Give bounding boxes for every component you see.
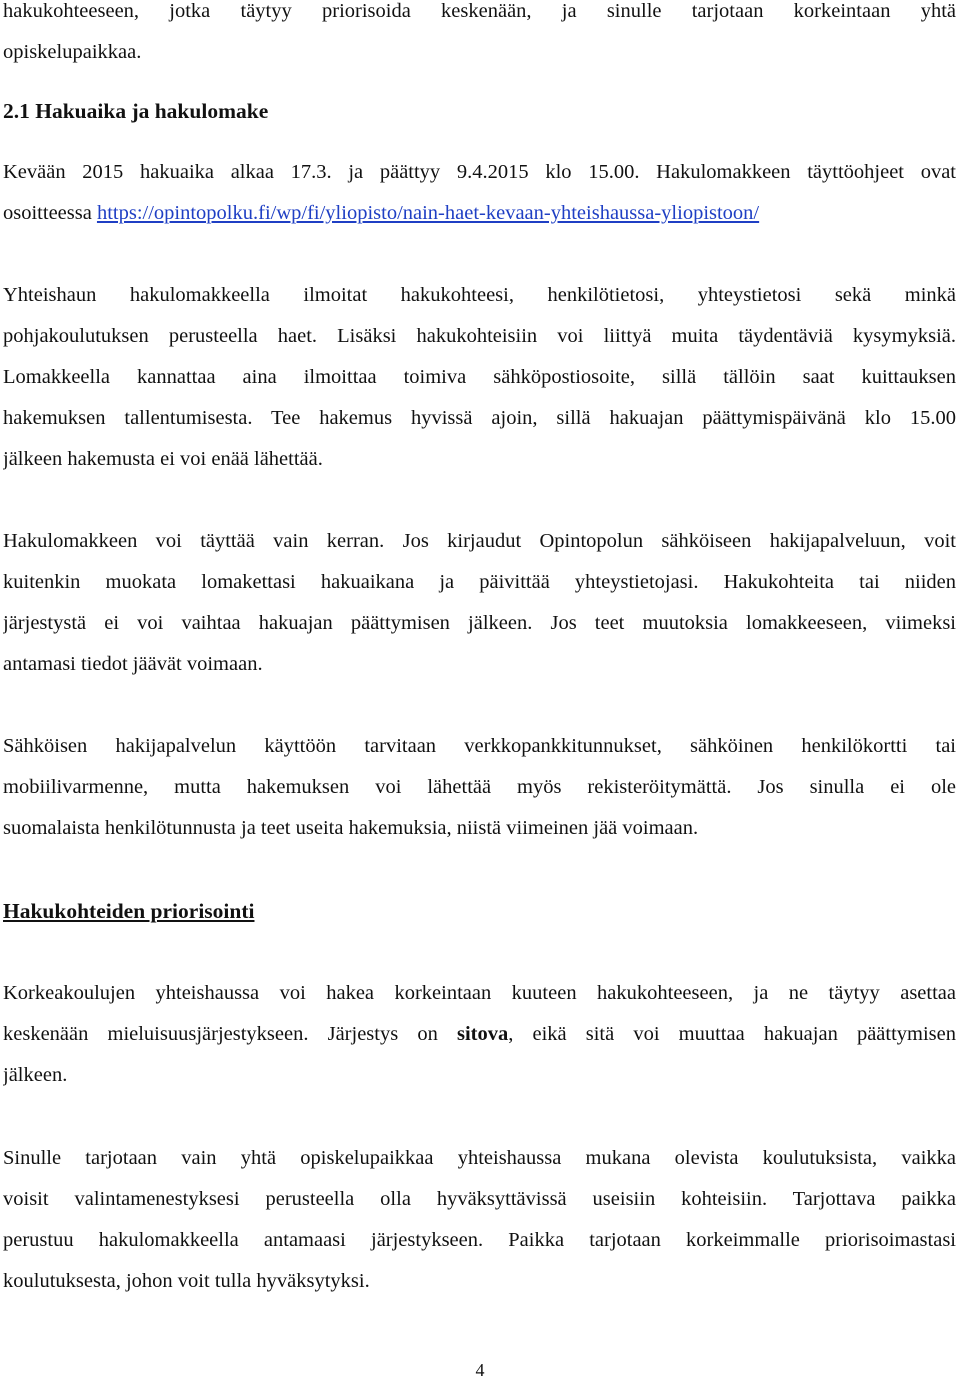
emphasis-text: sitova: [456, 1023, 509, 1045]
text-segment: , eikä sitä voi muuttaa hakuajan päättymisen: [508, 1023, 956, 1045]
paragraph-line: hakukohteeseen, jotka täytyy priorisoida keskenään, ja sinulle tarjotaan korkeintaan yhtä: [3, 0, 956, 22]
paragraph-line: voisit valintamenestyksesi perusteella olla hyväksyttävissä useisiin kohteisiin. Tarjottava paikka: [3, 1188, 956, 1210]
paragraph-line: Yhteishaun hakulomakkeella ilmoitat hakukohteesi, henkilötietosi, yhteystietosi sekä minkä: [3, 284, 956, 306]
paragraph-line: hakemuksen tallentumisesta. Tee hakemus hyvissä ajoin, sillä hakuajan päättymispäivänä klo 15.00: [3, 407, 956, 429]
paragraph-line: opiskelupaikkaa.: [3, 41, 142, 63]
paragraph-line: Korkeakoulujen yhteishaussa voi hakea korkeintaan kuuteen hakukohteeseen, ja ne täytyy asettaa: [3, 982, 956, 1004]
subheading-text: Hakukohteiden priorisointi: [3, 899, 255, 923]
intro-paragraph: [3, 0, 956, 73]
text-segment: keskenään mieluisuusjärjestykseen. Järjestys on: [3, 1023, 457, 1045]
link-prefix: osoitteessa: [3, 202, 97, 224]
tarjous-paragraph: [3, 1138, 956, 1302]
paragraph-line: jälkeen hakemusta ei voi enää lähettää.: [3, 448, 323, 470]
paragraph-line: suomalaista henkilötunnusta ja teet useita hakemuksia, niistä viimeinen jää voimaan.: [3, 817, 699, 839]
paragraph-line: pohjakoulutuksen perusteella haet. Lisäksi hakukohteisiin voi liittyä muita täydentäviä kysymyksiä.: [3, 325, 956, 347]
paragraph-line: Kevään 2015 hakuaika alkaa 17.3. ja päättyy 9.4.2015 klo 15.00. Hakulomakkeen täyttöohjeet ovat: [3, 161, 956, 183]
paragraph-line: Sähköisen hakijapalvelun käyttöön tarvitaan verkkopankkitunnukset, sähköinen henkilökortti tai: [3, 735, 956, 757]
sahkoinen-paragraph: [3, 726, 956, 849]
paragraph-line: järjestystä ei voi vaihtaa hakuajan päättymisen jälkeen. Jos teet muutoksia lomakkeeseen, viimeksi: [3, 612, 956, 634]
page-number: 4: [475, 1360, 485, 1380]
paragraph-line: Lomakkeella kannattaa aina ilmoittaa toimiva sähköpostiosoite, sillä tällöin saat kuittauksen: [3, 366, 956, 388]
paragraph-line: perustuu hakulomakkeella antamaasi järjestykseen. Paikka tarjotaan korkeimmalle priorisoimastasi: [3, 1229, 956, 1251]
paragraph-line: [3, 1014, 956, 1055]
section-heading: [3, 91, 956, 132]
kerran-paragraph: [3, 521, 956, 685]
paragraph-line: koulutuksesta, johon voit tulla hyväksytyksi.: [3, 1270, 370, 1292]
subheading: [3, 891, 956, 932]
paragraph-line: Hakulomakkeen voi täyttää vain kerran. Jos kirjaudut Opintopolun sähköiseen hakijapalveluun, voit: [3, 530, 956, 552]
paragraph-line: Sinulle tarjotaan vain yhtä opiskelupaikkaa yhteishaussa mukana olevista koulutuksista, vaikka: [3, 1147, 956, 1169]
paragraph-line: jälkeen.: [3, 1064, 68, 1086]
priorisointi-paragraph: [3, 973, 956, 1096]
paragraph-line: kuitenkin muokata lomakettasi hakuaikana ja päivittää yhteystietojasi. Hakukohteita tai niiden: [3, 571, 956, 593]
opintopolku-link[interactable]: https://opintopolku.fi/wp/fi/yliopisto/nain-haet-kevaan-yhteishaussa-yliopistoon/: [96, 202, 760, 224]
hakuaika-paragraph: [3, 152, 956, 234]
lomake-paragraph: [3, 275, 956, 480]
paragraph-line: antamasi tiedot jäävät voimaan.: [3, 653, 263, 675]
paragraph-line: [3, 193, 956, 234]
section-heading-text: 2.1 Hakuaika ja hakulomake: [3, 99, 269, 123]
paragraph-line: mobiilivarmenne, mutta hakemuksen voi lähettää myös rekisteröitymättä. Jos sinulla ei ole: [3, 776, 956, 798]
